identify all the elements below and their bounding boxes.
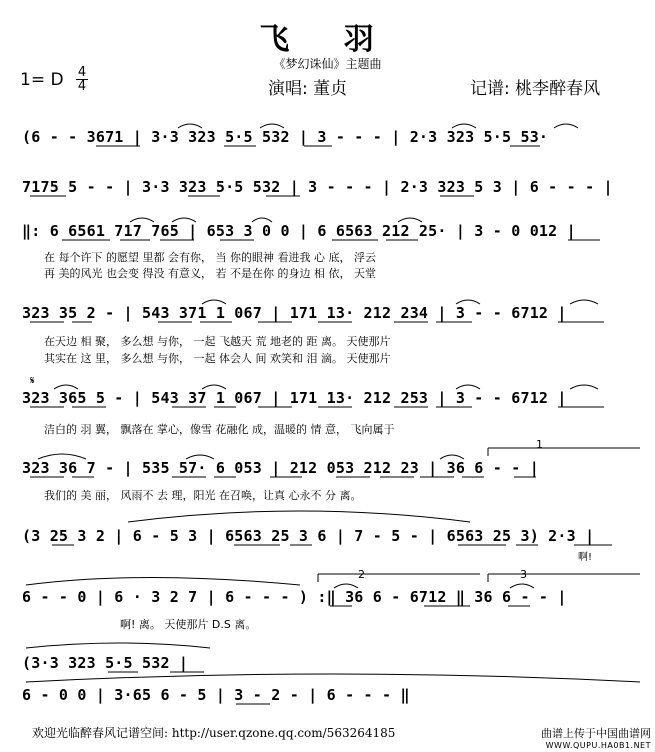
singer-credit: 演唱: 董贞	[268, 79, 348, 99]
lyric-line-3b: 再 美的风光 也会变 得没 有意义， 若 不是在你 的身边 相 依， 天堂	[44, 267, 376, 280]
score-line-2: 7175 5 - - | 3·3 323 5·5 532 | 3 - - - | 2·3 323 5 3 | 6 - - - |	[22, 178, 613, 196]
volta-2-label: 2	[358, 568, 365, 581]
score-line-6: 323 36 7 - | 535 57· 6 053 | 212 053 212 23 | 36 6 - - |	[22, 459, 539, 477]
lyric-line-6: 我们的 美 丽， 风雨不 去 理，阳光 在召唤，让真 心永不 分 离。	[44, 489, 362, 502]
score-line-4: 323 35 2 - | 543 371 1 067 | 171 13· 212 234 | 3 - - 6712 |	[22, 304, 567, 322]
lyric-line-3a: 在 每个许下 的愿望 里都 会有你， 当 你的眼神 看进我 心 底， 浮云	[44, 251, 376, 264]
song-subtitle: 《梦幻诛仙》主题曲	[273, 57, 382, 71]
score-line-1: (6 - - 3671 | 3·3 323 5·5 532 | 3 - - - | 2·3 323 5·5 53·	[22, 128, 549, 146]
score-line-3: ‖: 6 6561 717 765 | 653 3 0 0 | 6 6563 212 25· | 3 - 0 012 |	[22, 222, 576, 240]
key-signature: 1= D	[20, 70, 64, 90]
site-watermark	[541, 728, 651, 752]
lyric-line-5: 洁白的 羽 翼， 飘落在 掌心，像雪 花融化 成，温暖的 情 意， 飞向属于	[44, 423, 395, 436]
score-line-10: 6 - 0 0 | 3·65 6 - 5 | 3 - 2 - | 6 - - - ‖	[22, 686, 410, 704]
watermark-line-1: 曲谱上传于中国曲谱网	[541, 727, 651, 740]
score-line-7: (3 25 3 2 | 6 - 5 3 | 6563 25 3 6 | 7 - 5 - | 6563 25 3) 2·3 |	[22, 527, 595, 545]
time-signature-top: 4	[77, 65, 87, 80]
transcriber-credit: 记谱: 桃李醉春风	[470, 79, 601, 99]
score-line-9: (3·3 323 5·5 532 |	[22, 654, 189, 672]
song-title: 飞 羽	[259, 22, 396, 57]
segno-sign: 𝄋	[30, 374, 35, 387]
score-line-8: 6 - - 0 | 6 · 3 2 7 | 6 - - - ) :‖ 36 6 - 6712 ‖ 36 6 - - |	[22, 588, 567, 606]
lyric-line-4b: 其实在 这 里， 多么想 与你， 一起 体会人 间 欢笑和 泪 滴。 天使那片	[44, 352, 391, 365]
lyric-line-8: 啊! 离。 天使那片 D.S 离。	[120, 618, 257, 631]
lyric-line-4a: 在天边 相 聚， 多么想 与你， 一起 飞越天 荒 地老的 距 离。 天使那片	[44, 335, 391, 348]
time-signature-bottom: 4	[77, 79, 87, 94]
volta-1-label: 1	[536, 438, 543, 451]
score-line-5: 323 365 5 - | 543 37 1 067 | 171 13· 212 253 | 3 - - 6712 |	[22, 389, 567, 407]
volta-3-label: 3	[520, 568, 527, 581]
time-signature	[76, 66, 88, 93]
footer-credit: 欢迎光临醉春风记谱空间: http://user.qzone.qq.com/563264185	[32, 726, 396, 740]
lyric-line-7: 啊!	[578, 552, 593, 563]
watermark-line-2: WWW.QUPU.HA0B1.NET	[545, 741, 651, 750]
